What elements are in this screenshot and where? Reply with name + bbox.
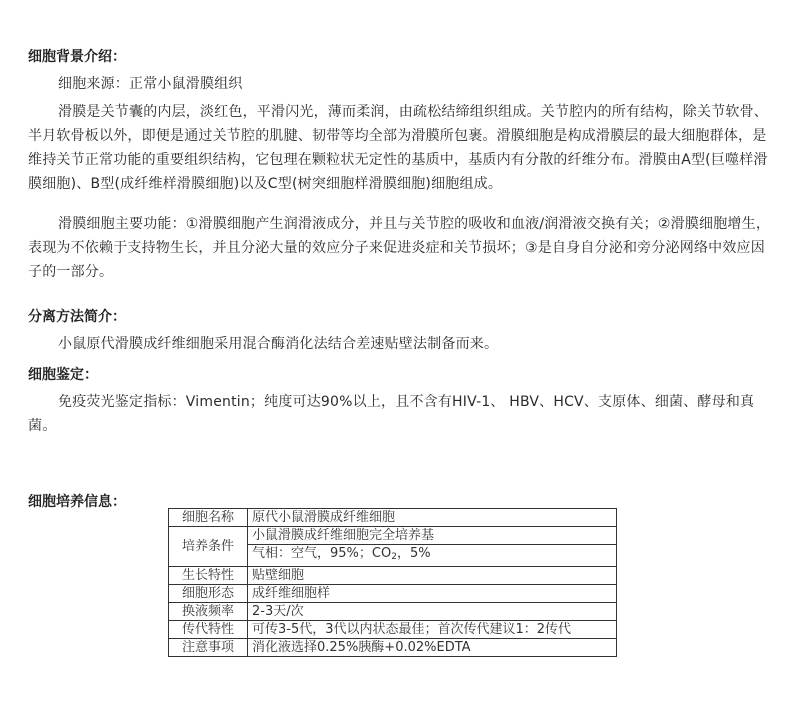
row-value: 成纤维细胞样 xyxy=(248,585,617,603)
row-key: 生长特性 xyxy=(169,567,248,585)
row-key: 细胞名称 xyxy=(169,509,248,527)
table-row xyxy=(169,603,617,621)
table-row xyxy=(169,639,617,657)
row-key: 传代特性 xyxy=(169,621,248,639)
background-heading: 细胞背景介绍： xyxy=(28,49,126,65)
isolation-heading: 分离方法简介： xyxy=(28,309,126,325)
table-row xyxy=(169,509,617,527)
table-row xyxy=(169,567,617,585)
gas-phase-text: 气相：空气，95%；CO xyxy=(252,546,392,561)
table-row xyxy=(169,527,617,545)
row-value: 可传3-5代，3代以内状态最佳；首次传代建议1：2传代 xyxy=(248,621,617,639)
table-row xyxy=(169,585,617,603)
row-value: 原代小鼠滑膜成纤维细胞 xyxy=(248,509,617,527)
row-value: 贴壁细胞 xyxy=(248,567,617,585)
background-paragraph-1: 滑膜是关节囊的内层，淡红色，平滑闪光，薄而柔润，由疏松结缔组织组成。关节腔内的所有结构，除关节软骨、半月软骨板以外，即便是通过关节腔的肌腱、韧带等均全部为滑膜所包裹。滑膜细胞是构成滑膜层的最大细胞群体，是维持关节正常功能的重要组织结构，它包理在颗粒状无定性的基质中，基质内有分散的纤维分布。滑膜由A型(巨噬样滑膜细胞)、B型(成纤维样滑膜细胞)以及C型(树突细胞样滑膜细胞)细胞组成。 xyxy=(28,104,768,192)
row-key: 换液频率 xyxy=(169,603,248,621)
isolation-text: 小鼠原代滑膜成纤维细胞采用混合酶消化法结合差速贴壁法制备而来。 xyxy=(58,336,499,352)
row-key: 注意事项 xyxy=(169,639,248,657)
row-value: 2-3天/次 xyxy=(248,603,617,621)
table-row xyxy=(169,621,617,639)
row-key: 培养条件 xyxy=(169,527,248,567)
row-value: 小鼠滑膜成纤维细胞完全培养基 xyxy=(248,527,617,545)
culture-info-table xyxy=(168,508,617,657)
row-value: 消化液选择0.25%胰酶+0.02%EDTA xyxy=(248,639,617,657)
co2-percent: ，5% xyxy=(396,546,431,561)
cell-source: 细胞来源：正常小鼠滑膜组织 xyxy=(58,76,243,92)
row-value xyxy=(248,545,617,567)
background-paragraph-2: 滑膜细胞主要功能：①滑膜细胞产生润滑液成分，并且与关节腔的吸收和血液/润滑液交换有关；②滑膜细胞增生，表现为不依赖于支持物生长，并且分泌大量的效应分子来促进炎症和关节损坏；③是自身自分泌和旁分泌网络中效应因子的一部分。 xyxy=(28,216,771,280)
identification-text: 免疫荧光鉴定指标：Vimentin；纯度可达90%以上，且不含有HIV-1、 HBV、HCV、支原体、细菌、酵母和真菌。 xyxy=(28,394,755,434)
co2-subscript: 2 xyxy=(391,552,397,562)
row-key: 细胞形态 xyxy=(169,585,248,603)
culture-heading: 细胞培养信息： xyxy=(28,494,126,510)
identification-heading: 细胞鉴定： xyxy=(28,367,98,383)
